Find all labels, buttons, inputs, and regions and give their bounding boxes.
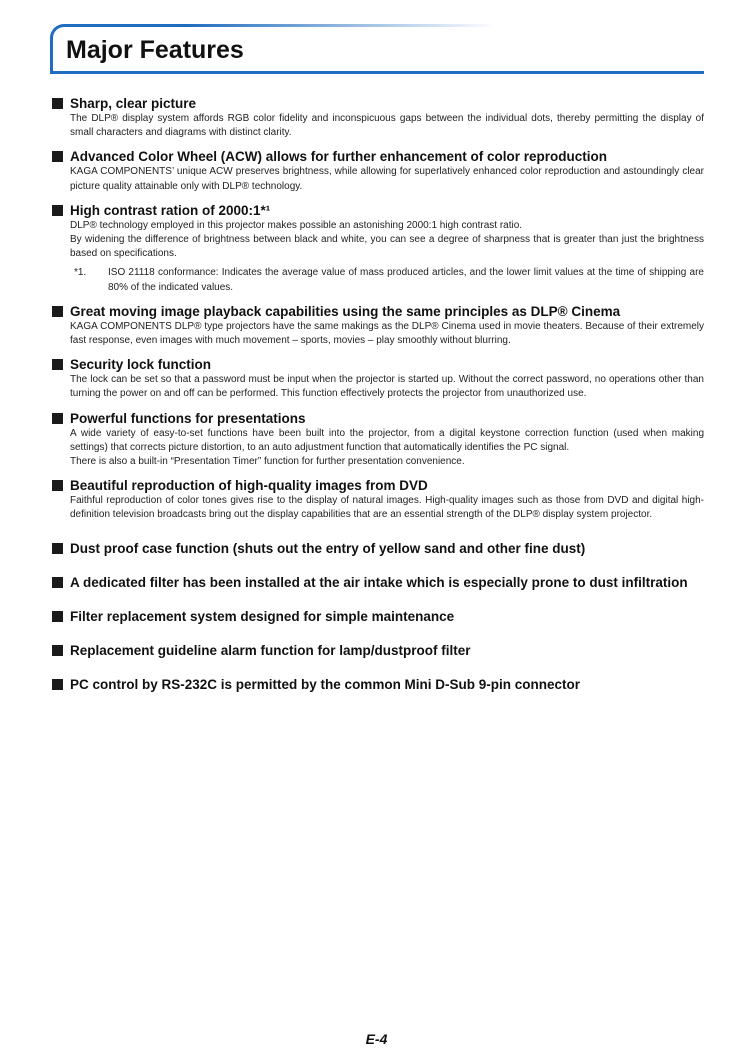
feature-title: PC control by RS-232C is permitted by the common Mini D-Sub 9-pin connector: [70, 676, 581, 692]
square-bullet-icon: [52, 205, 63, 216]
feature-dedicated-filter: [52, 574, 704, 591]
page-title: Major Features: [66, 36, 244, 64]
feature-description: Faithful reproduction of color tones gives rise to the display of natural images. High-quality images such as those from DVD and digital high-definition television broadcasts bring out the display capabilities that are an essential strength of the DLP® display system projector.: [70, 495, 704, 521]
section-header: [50, 24, 704, 74]
feature-description: The DLP® display system affords RGB color fidelity and inconspicuous gaps between the individual dots, thereby permitting the display of small characters and diagrams with distinct clarity.: [70, 113, 704, 139]
footnote-text: ISO 21118 conformance: Indicates the average value of mass produced articles, and the lower limit values at the time of shipping are 80% of the indicated values.: [108, 267, 704, 293]
feature-description: DLP® technology employed in this projector makes possible an astonishing 2000:1 high contrast ratio.: [70, 219, 523, 231]
square-bullet-icon: [52, 98, 63, 109]
square-bullet-icon: [52, 359, 63, 370]
square-bullet-icon: [52, 480, 63, 491]
square-bullet-icon: [52, 611, 63, 622]
feature-title: Dust proof case function (shuts out the entry of yellow sand and other fine dust): [70, 540, 586, 556]
features-list: [52, 95, 704, 693]
square-bullet-icon: [52, 306, 63, 317]
feature-title: Security lock function: [70, 357, 212, 373]
feature-title: Sharp, clear picture: [70, 96, 197, 111]
feature-description: By widening the difference of brightness between black and white, you can see a degree of sharpness that is greater than just the brightness based on specifications.: [70, 234, 704, 260]
feature-alarm-function: [52, 642, 704, 659]
feature-dvd-reproduction: [52, 477, 704, 522]
feature-filter-replacement: [52, 608, 704, 625]
feature-title: Great moving image playback capabilities using the same principles as DLP® Cinema: [70, 303, 621, 319]
feature-title: Replacement guideline alarm function for lamp/dustproof filter: [70, 642, 471, 658]
feature-moving-image: [52, 303, 704, 348]
feature-title: A dedicated filter has been installed at the air intake which is especially prone to dust infiltration: [70, 574, 688, 590]
feature-security-lock: [52, 356, 704, 401]
footnote-mark: *1.: [74, 267, 87, 279]
footnote: [74, 266, 704, 294]
square-bullet-icon: [52, 413, 63, 424]
square-bullet-icon: [52, 151, 63, 162]
square-bullet-icon: [52, 543, 63, 554]
feature-title: Advanced Color Wheel (ACW) allows for further enhancement of color reproduction: [70, 149, 608, 165]
feature-description: KAGA COMPONENTS’ unique ACW preserves brightness, while allowing for superlatively enhanced color reproduction and astoundingly clear picture quality attainable only with DLP® technology.: [70, 166, 704, 192]
feature-presentations: [52, 410, 704, 470]
square-bullet-icon: [52, 645, 63, 656]
feature-title: High contrast ration of 2000:1*¹: [70, 202, 271, 218]
feature-title: Powerful functions for presentations: [70, 410, 306, 426]
feature-pc-control: [52, 676, 704, 693]
header-fade: [185, 24, 705, 27]
feature-title: Beautiful reproduction of high-quality images from DVD: [70, 478, 428, 494]
square-bullet-icon: [52, 679, 63, 690]
feature-description: A wide variety of easy-to-set functions have been built into the projector, from a digital keystone correction function (used when making settings) that corrects picture distortion, to an auto adjustment function that automatically identifies the PC signal.: [70, 427, 704, 453]
feature-color-wheel: [52, 148, 704, 193]
feature-description: The lock can be set so that a password must be input when the projector is started up. Without the correct password, no operations other than turning the power on and off can be performed. This function effectively protects the projector from unauthorized use.: [70, 374, 704, 400]
page-number: E-4: [365, 1031, 388, 1047]
feature-high-contrast: [52, 202, 704, 295]
feature-description: KAGA COMPONENTS DLP® type projectors have the same makings as the DLP® Cinema used in movie theaters. Because of their extremely fast response, even images with much movement – sports, movies – play smoothly without blurring.: [70, 320, 704, 347]
feature-dust-proof: [52, 540, 704, 557]
feature-sharp-picture: [52, 95, 704, 140]
feature-description: There is also a built-in “Presentation Timer” function for further presentation convenience.: [70, 456, 465, 468]
feature-title: Filter replacement system designed for simple maintenance: [70, 608, 455, 624]
square-bullet-icon: [52, 577, 63, 588]
